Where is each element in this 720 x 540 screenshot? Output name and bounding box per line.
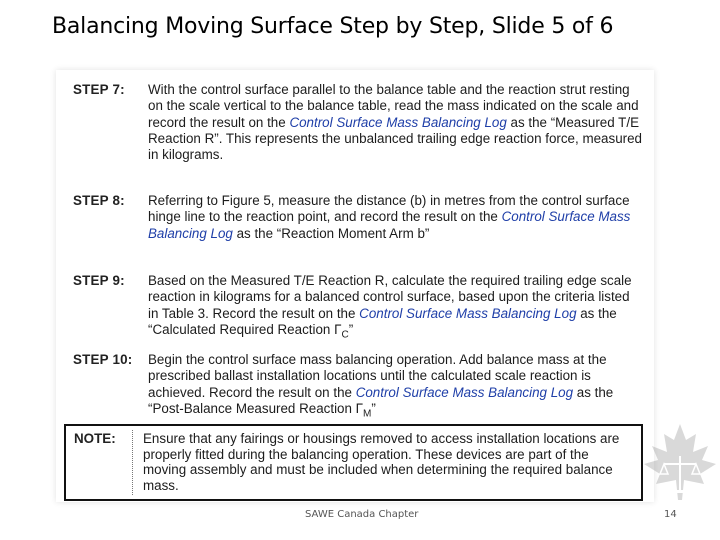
page-number: 14 [664, 509, 677, 520]
note-text: Ensure that any fairings or housings removed to access installation locations are properly fitted during the balancing operation. These devices are part of the moving assembly and must be included when determining the required balance mass. [143, 431, 620, 493]
step-text-run: With the control surface parallel to the balance table and the reaction strut resting on the scale vertical to the balance table, read the mass indicated on the scale and record the result on the [148, 82, 639, 130]
log-reference-link: Control Surface Mass Balancing Log [359, 305, 577, 321]
note-divider [132, 430, 133, 495]
step-text-run: Referring to Figure 5, measure the distance (b) in metres from the control surface hinge line to the reaction point, and record the result on the [148, 193, 630, 225]
step-text [148, 193, 643, 242]
step-text [148, 82, 643, 163]
step-label: STEP 9: [73, 273, 125, 288]
subscript-text: M [363, 408, 372, 420]
step-text-run: Based on the Measured T/E Reaction R, calculate the required trailing edge scale reaction in kilograms for a balanced control surface, based upon the criteria listed in Table 3. Record the result on the [148, 273, 632, 321]
maple-leaf-scale-logo-icon [640, 420, 720, 520]
footer-text: SAWE Canada Chapter [305, 509, 419, 520]
step-text-run: ” [348, 321, 354, 337]
step-text-run: Begin the control surface mass balancing operation. Add balance mass at the prescribed ballast installation locations until the calculated scale reaction is achieved. Record the result on the [148, 352, 607, 400]
step-label: STEP 10: [73, 352, 133, 367]
step-label: STEP 7: [73, 82, 125, 97]
log-reference-link: Control Surface Mass Balancing Log [148, 209, 631, 241]
log-reference-link: Control Surface Mass Balancing Log [289, 114, 507, 130]
step-text [148, 273, 643, 344]
subscript-text: C [341, 329, 349, 341]
step-text-run: as the “Measured T/E Reaction R”. This represents the unbalanced trailing edge reaction force, measured in kilograms. [148, 114, 642, 163]
note-label: NOTE: [74, 431, 116, 446]
step-text-run: as the “Post-Balance Measured Reaction Γ [148, 384, 614, 416]
log-reference-link: Control Surface Mass Balancing Log [355, 384, 574, 400]
step-label: STEP 8: [73, 193, 125, 208]
step-text-run: as the “Calculated Required Reaction Γ [148, 305, 617, 337]
slide-title: Balancing Moving Surface Step by Step, Slide 5 of 6 [52, 14, 614, 39]
note-box [64, 424, 643, 501]
step-text [148, 352, 643, 423]
step-text-run: as the “Reaction Moment Arm b” [232, 225, 430, 241]
step-text-run: ” [371, 400, 376, 416]
